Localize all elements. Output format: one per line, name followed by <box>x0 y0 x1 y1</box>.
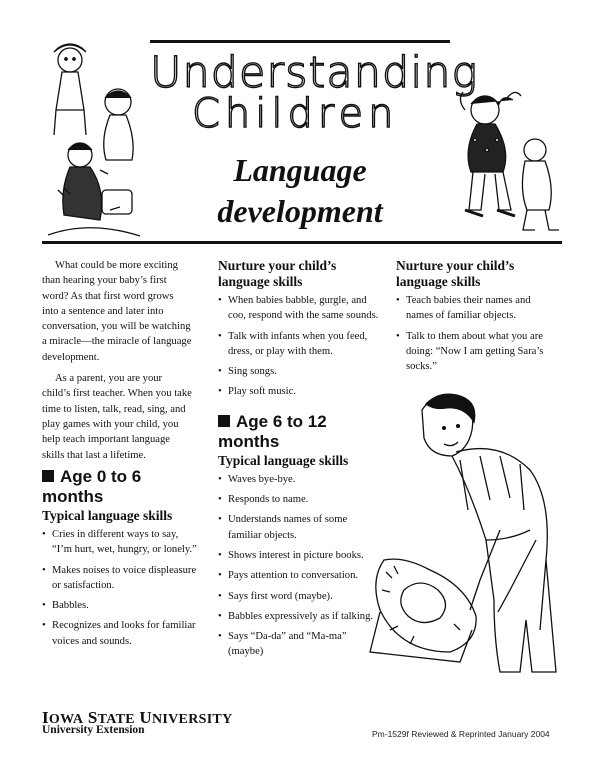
list-item: • Sing songs. <box>218 364 380 379</box>
age-6-12-skills-list <box>218 472 380 660</box>
age-0-6-skills-heading: Typical language skills <box>42 508 173 523</box>
publication-info: Pm-1529f Reviewed & Reprinted January 2004 <box>372 729 550 739</box>
parent-and-baby-drawing <box>360 390 570 680</box>
age-0-6-heading <box>42 467 200 507</box>
title-line1: Language <box>233 152 367 188</box>
middle-column <box>218 258 380 665</box>
series-title-line2: Children <box>192 91 399 137</box>
list-item: • When babies babble, gurgle, and coo, respond with the same sounds. <box>218 293 380 324</box>
series-title-line1: Understanding <box>150 48 479 98</box>
list-item: • Teach babies their names and names of familiar objects. <box>396 293 556 324</box>
square-bullet-icon <box>218 415 230 427</box>
list-item: • Pays attention to conversation. <box>218 568 380 583</box>
list-item: • Makes noises to voice displeasure or satisfaction. <box>42 563 200 594</box>
list-item: • Talk to them about what you are doing: “Now I am getting Sara’s socks.” <box>396 329 556 375</box>
top-rule <box>150 40 450 43</box>
wordmark-part: TATE <box>97 712 135 727</box>
list-item: • Shows interest in picture books. <box>218 548 380 563</box>
title-line2: development <box>217 193 383 229</box>
age-6-12-skills-heading: Typical language skills <box>218 452 349 468</box>
age-0-6-nurture-list <box>218 293 380 400</box>
age-0-6-nurture-heading: Nurture your child’s language skills <box>218 258 337 289</box>
age-0-6-skills-list <box>42 527 200 649</box>
list-item: • Says “Da-da” and “Ma-ma” (maybe) <box>218 629 380 660</box>
wordmark-part: I <box>42 708 49 727</box>
list-item: • Waves bye-bye. <box>218 472 380 487</box>
age-6-12-nurture-list <box>396 293 556 374</box>
university-extension-label: University Extension <box>42 724 145 736</box>
list-item: • Recognizes and looks for familiar voices and sounds. <box>42 618 200 649</box>
list-item: • Says first word (maybe). <box>218 589 380 604</box>
wordmark-part: OWA <box>48 712 84 727</box>
wordmark-part: S <box>83 708 98 727</box>
list-item: • Play soft music. <box>218 384 380 399</box>
age-6-12-nurture-heading: Nurture your child’s language skills <box>396 258 515 289</box>
list-item: • Understands names of some familiar objects. <box>218 512 380 543</box>
wordmark-part: NIVERSITY <box>151 712 233 727</box>
intro-column <box>42 258 192 469</box>
intro-paragraph-2: As a parent, you are your child’s first teacher. When you take time to listen, talk, read, sing, and play games with your child, you help teach important language skills that last a lifetime. <box>42 373 192 461</box>
children-group-drawing <box>40 40 150 240</box>
square-bullet-icon <box>42 470 54 482</box>
age-0-6-heading-text: Age 0 to 6 months <box>42 467 142 506</box>
intro-paragraph-1: What could be more exciting than hearing your baby’s first word? As that first word grows into a sentence and later into conversation, you will be watching a miracle—the miracle of language development. <box>42 260 192 363</box>
age-0-6-section <box>42 467 200 654</box>
wordmark-part: U <box>134 708 152 727</box>
list-item: • Responds to name. <box>218 492 380 507</box>
age-6-12-heading <box>218 412 380 452</box>
list-item: • Babbles expressively as if talking. <box>218 609 380 624</box>
toddler-walking-drawing <box>455 80 565 235</box>
right-column <box>396 258 556 379</box>
list-item: • Talk with infants when you feed, dress, or play with them. <box>218 329 380 360</box>
age-6-12-heading-text: Age 6 to 12 months <box>218 411 327 451</box>
list-item: • Babbles. <box>42 598 200 613</box>
header-rule <box>42 241 562 244</box>
list-item: • Cries in different ways to say, “I’m hurt, wet, hungry, or lonely.” <box>42 527 200 558</box>
document-title <box>150 150 450 232</box>
